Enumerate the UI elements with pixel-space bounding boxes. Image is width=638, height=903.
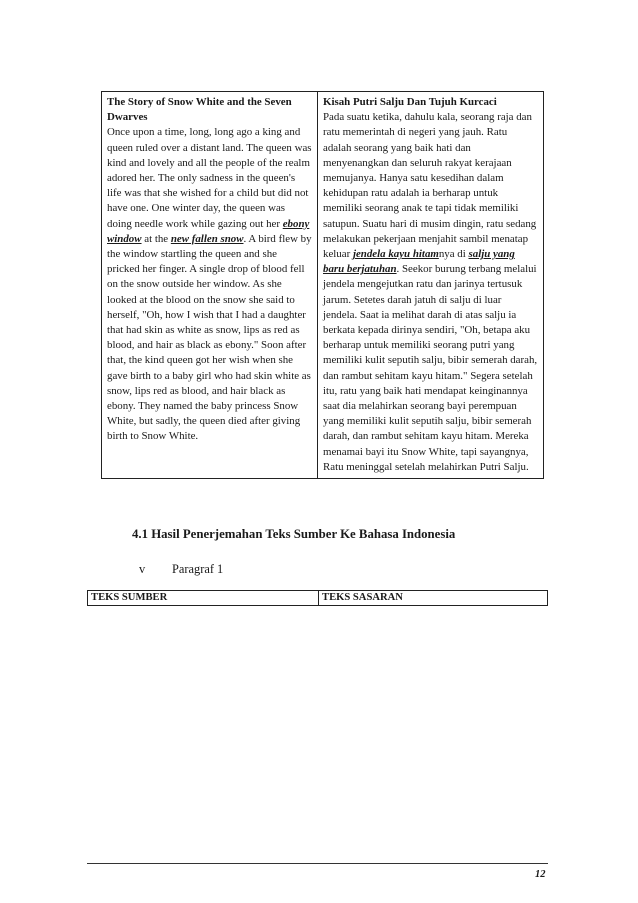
target-title: Kisah Putri Salju Dan Tujuh Kurcaci xyxy=(323,96,497,108)
source-highlight-new-fallen-snow: new fallen snow xyxy=(170,232,244,245)
source-text-part-2: at the xyxy=(141,232,171,245)
header-row xyxy=(88,591,548,606)
header-target: TEKS SASARAN xyxy=(319,591,548,606)
section-heading: 4.1 Hasil Penerjemahan Teks Sumber Ke Bahasa Indonesia xyxy=(132,527,456,541)
source-text-part-1: Once upon a time, long, long ago a king and queen ruled over a distant land. The queen was kind and lovely and all the people of the realm adored her. The only sadness in the queen's life was that she wished for a child but did not have one. One winter day, the queen was doing needle work while gazing out her xyxy=(107,126,312,230)
target-text-part-2: nya di xyxy=(438,248,469,261)
source-title: The Story of Snow White and the Seven Dwarves xyxy=(107,96,292,124)
bullet-item xyxy=(139,562,223,577)
footer-divider xyxy=(87,863,548,864)
comparison-row xyxy=(102,92,544,479)
comparison-table xyxy=(101,91,544,479)
header-source: TEKS SUMBER xyxy=(88,591,319,606)
target-highlight-salju-yang-baru: salju yang baru berjatuhan xyxy=(323,248,515,276)
page-number: 12 xyxy=(535,869,546,880)
source-text-cell xyxy=(102,92,318,479)
target-highlight-jendela-kayu-hitam: jendela kayu hitam xyxy=(352,248,439,261)
source-text-part-3: . A bird flew by the window startling the queen and she pricked her finger. A single drop of blood fell on the snow outside her window. As she looked at the blood on the snow she said to herself, "Oh, how I wish that I had a daughter that had skin as white as snow, lips as red as blood, and hair as black as ebony." Soon after that, the kind queen got her wish when she gave birth to a baby girl who had skin white as snow, lips red as blood, and hair black as ebony. They named the baby princess Snow White, but sadly, the queen died after giving birth to Snow White. xyxy=(107,232,312,443)
translation-header-table xyxy=(87,590,548,606)
target-text-part-3: . Seekor burung terbang melalui jendela mengejutkan ratu dan jarinya tertusuk jarum. Setetes darah jatuh di salju di luar jendela. Saat ia melihat darah di atas salju ia berkata kepada dirinya sendiri, "Oh, betapa aku berharap untuk memiliki seorang putri yang memiliki kulit seputih salju, bibir semerah darah, dan rambut sehitam kayu hitam." Segera setelah itu, ratu yang baik hati mendapat keinginannya saat dia melahirkan seorang bayi perempuan yang memiliki kulit seputih salju, bibir semerah darah, dan rambut sehitam kayu hitam. Mereka menamai bayi itu Snow White, tapi sayangnya, Ratu meninggal setelah melahirkan Putri Salju. xyxy=(323,263,538,473)
bullet-label: Paragraf 1 xyxy=(172,562,224,576)
target-text-part-1: Pada suatu ketika, dahulu kala, seorang raja dan ratu memerintah di negeri yang jauh. Ratu adalah seorang yang baik hati dan menyenangkan dan seluruh rakyat kerajaan memujanya. Hanya satu kesedihan dalam kehidupan ratu adalah ia berharap untuk memiliki seorang anak te tapi tidak memiliki satupun. Suatu hari di musim dingin, ratu sedang melakukan pekerjaan menjahit sambil menatap keluar xyxy=(323,111,537,261)
target-text-cell xyxy=(318,92,544,479)
source-highlight-ebony-window: ebony window xyxy=(107,217,310,245)
bullet-symbol: v xyxy=(139,562,146,576)
